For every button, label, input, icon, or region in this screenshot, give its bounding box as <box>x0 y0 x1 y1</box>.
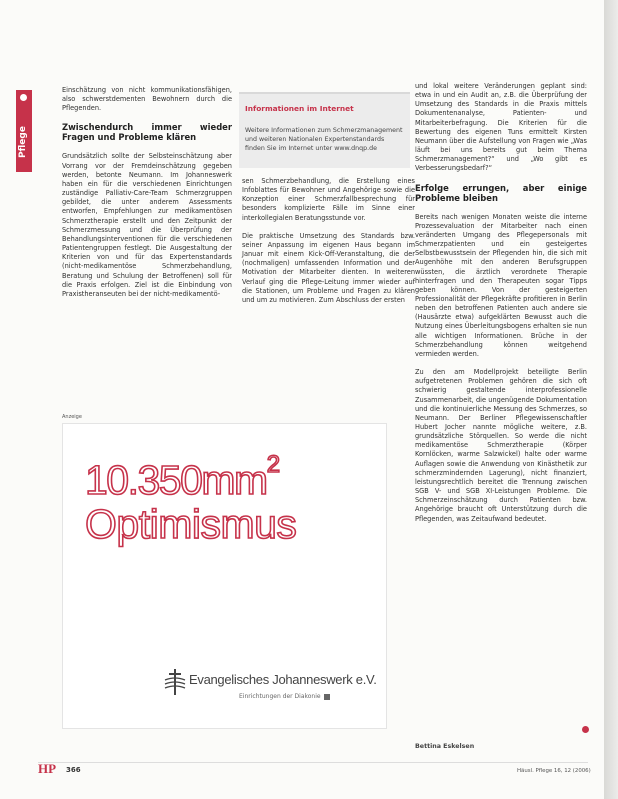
section-tab-label: Pflege <box>18 126 28 158</box>
column-1-intro: Einschätzung von nicht kommunikationsfähigen, also schwerstdementen Bewohnern durch die Pflegenden. <box>62 86 232 113</box>
info-box-title: Informationen im Internet <box>245 104 354 113</box>
column-2 <box>242 177 415 314</box>
article-end-icon <box>582 726 589 733</box>
ad-label: Anzeige <box>62 414 82 420</box>
column-3-heading: Erfolge errungen, aber einige Probleme bleiben <box>415 182 587 203</box>
advertisement <box>62 423 387 729</box>
author: Bettina Eskelsen <box>415 743 475 750</box>
section-tab <box>16 90 32 172</box>
ad-subline: Einrichtungen der Diakonie <box>239 693 330 700</box>
column-1-body: Grundsätzlich sollte der Selbsteinschätzung aber Vorrang vor der Fremdeinschätzung gegeben werden, betonte Neumann. Im Johanneswerk haben ein für die verschiedenen Einrichtungen zuständige Palliativ-Care-Team Schmerzgruppen gebildet, die unter anderem Assessments entworfen, Empfehlungen zur medikamentösen Schmerztherapie erstellt und den Zeitpunkt der Schmerzmessung und die Überprüfung der Behandlungsinterventionen für die verschiedenen Patientengruppen festlegt. Die Ausgestaltung der Kriterien von und für das Expertenstandards (nicht-medikamentöse Schmerzbehandlung, Beratung und Schulung der Betroffenen) soll für die Praxis erfolgen. Ziel ist die Einbindung von Praxistheranseuten bei der nicht-medikamentö- <box>62 152 232 298</box>
scan-edge <box>604 0 618 799</box>
info-box-text: Weitere Informationen zum Schmerzmanagement und weiteren Nationalen Expertenstandards finden Sie im Internet unter www.dnqp.de <box>245 127 403 152</box>
ad-headline-1: $10.350mm^2$ <box>85 451 279 503</box>
page-number: 366 <box>66 766 81 774</box>
hp-logo: HP <box>38 761 57 776</box>
column-1 <box>62 86 232 308</box>
column-3-paragraph-1: und lokal weitere Veränderungen geplant sind: etwa in und ein Audit an, z.B. die Überprüfung der Umsetzung des Standards in die Praxis mittels Dokumentenanalyse, Patienten- und Mitarbeiterbefragung. Die Kriterien für die Bewertung des eigenen Tuns ermittelt Kirsten Neumann über die Aufstellung von Fragen wie „Was läuft bei uns bereits gut beim Thema Schmerzmanagement?“ und „Wo gibt es Verbesserungsbedarf?“ <box>415 82 587 173</box>
johanneswerk-logo-icon <box>163 668 187 696</box>
column-3 <box>415 82 587 533</box>
column-3-paragraph-2: Bereits nach wenigen Monaten weiste die interne Prozessevaluation der Mitarbeiter nach einen veränderten Umgang des Pflegepersonals mit Schmerzpatienten und ein gesteigertes Selbstbewusstsein der Pflegenden hin, die sich mit Augenhöhe mit den anderen Berufsgruppen wüssten, die ärztlich verordnete Therapie hinterfragen und den Therapeuten sogar Tipps geben können. Von der gesteigerten Professionalität der Pflegekräfte profitieren in Berlin neben den betroffenen Patienten auch andere sie (Hausärzte etwa) aufgeklärten Bewusst auch die Nutzung eines Überleitungsbogens erhalten sie nun alle wichtigen Informationen. Brüche in der Schmerzbehandlung können weitgehend vermieden werden. <box>415 212 587 358</box>
journal-citation: Häusl. Pflege 16, 12 (2006) <box>517 768 591 774</box>
footer-rule <box>38 762 588 763</box>
column-2-paragraph-2: Die praktische Umsetzung des Standards bzw. seiner Anpassung im eigenen Haus begann im Januar mit einem Kick-Off-Veranstaltung, die der (nochmaligen) umfassenden Information und der Motivation der Mitarbeiter dienten. In weiteren Verlauf ging die Pflege-Leitung immer wieder auf die Stationen, um Probleme und Fragen zu klären und um zu motivieren. Zum Abschluss der ersten <box>242 231 415 304</box>
ad-organization: Evangelisches Johanneswerk e.V. <box>189 672 377 687</box>
column-3-paragraph-3: Zu den am Modellprojekt beteiligte Berlin aufgetretenen Problemen gehören die sich oft schwierig gestaltende interprofessionelle Zusammenarbeit, die ungenügende Dokumentation und die kontinuierliche Messung des Schmerzes, so Neumann. Der Berliner Pflegewissenschaftler Hubert Jocher nannte mögliche weitere, z.B. grundsätzliche Störquellen. So werde die nicht medikamentöse Schmerztherapie (Körper Kornlöcken, warme Salzwickel) halte oder warme Auflagen sowie die Anwendung von Kinästhetik zur schmerzmindernden Lagerung), nicht finanziert, leistungsrechtlich bereitet die Trennung zwischen SGB V- und SGB XI-Leistungen Probleme. Die Schmerzeinschätzung durch Patienten bzw. Angehörige braucht oft Unterstützung durch die Pflegenden, was Zeitaufwand bedeutet. <box>415 368 587 523</box>
section-marker-icon <box>20 94 27 101</box>
ad-headline-2: Optimismus <box>85 501 297 547</box>
info-box <box>239 92 410 168</box>
column-2-paragraph-1: sen Schmerzbehandlung, die Erstellung eines Infoblattes für Bewohner und Angehörige sowie die Konzeption einer Schmerzfallbesprechung für besonders komplizierte Fälle im Sinne einer interkollegialen Beratungsstunde vor. <box>242 177 415 222</box>
diakonie-mark-icon <box>324 694 330 700</box>
column-1-heading: Zwischendurch immer wieder Fragen und Probleme klären <box>62 122 232 143</box>
